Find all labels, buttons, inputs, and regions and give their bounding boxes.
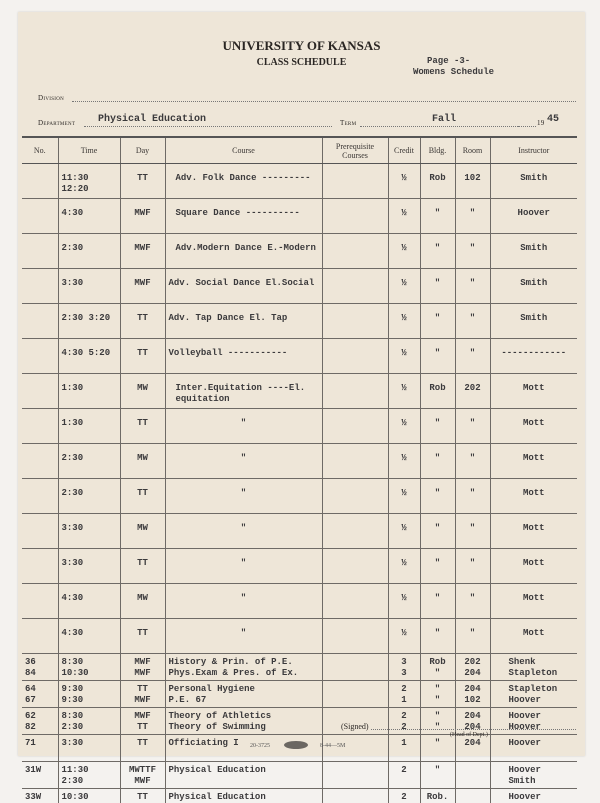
printer-logo bbox=[284, 741, 308, 749]
cell-day: TT MWF bbox=[120, 681, 165, 708]
cell-prereq bbox=[322, 269, 388, 304]
cell-bldg: " bbox=[420, 735, 455, 762]
cell-time: 2:30 bbox=[58, 479, 120, 514]
cell-credit: ½ bbox=[388, 479, 420, 514]
cell-day: TT bbox=[120, 479, 165, 514]
cell-bldg: " bbox=[420, 409, 455, 444]
cell-course: " bbox=[165, 409, 322, 444]
cell-room: 102 bbox=[455, 164, 490, 199]
cell-time: 3:30 bbox=[58, 269, 120, 304]
cell-day: MWF TT bbox=[120, 708, 165, 735]
cell-no bbox=[22, 199, 58, 234]
cell-no bbox=[22, 164, 58, 199]
cell-room: " bbox=[455, 304, 490, 339]
cell-credit: 3 3 bbox=[388, 654, 420, 681]
cell-prereq bbox=[322, 789, 388, 803]
cell-instructor: Smith bbox=[490, 269, 577, 304]
cell-day: TT bbox=[120, 164, 165, 199]
cell-time: 4:30 5:20 bbox=[58, 339, 120, 374]
cell-instructor: Mott bbox=[490, 514, 577, 549]
cell-course: Personal Hygiene P.E. 67 bbox=[165, 681, 322, 708]
cell-prereq bbox=[322, 762, 388, 789]
cell-credit: 2 bbox=[388, 762, 420, 789]
cell-room bbox=[455, 762, 490, 789]
cell-instructor: Mott bbox=[490, 584, 577, 619]
column-header-instructor: Instructor bbox=[490, 137, 577, 164]
cell-prereq bbox=[322, 199, 388, 234]
cell-room: 204 204 bbox=[455, 708, 490, 735]
cell-credit: ½ bbox=[388, 549, 420, 584]
table-header bbox=[22, 137, 577, 164]
column-header-no: No. bbox=[22, 137, 58, 164]
cell-prereq bbox=[322, 549, 388, 584]
cell-bldg: Rob " bbox=[420, 654, 455, 681]
cell-bldg: " bbox=[420, 199, 455, 234]
cell-no: 62 82 bbox=[22, 708, 58, 735]
cell-bldg: " bbox=[420, 444, 455, 479]
university-title: UNIVERSITY OF KANSAS bbox=[18, 38, 585, 54]
cell-course: Adv.Modern Dance E.-Modern bbox=[165, 234, 322, 269]
cell-time: 11:30 2:30 bbox=[58, 762, 120, 789]
cell-bldg: " bbox=[420, 479, 455, 514]
cell-day: MWTTF MWF bbox=[120, 762, 165, 789]
cell-instructor: Hoover bbox=[490, 789, 577, 803]
cell-time: 2:30 bbox=[58, 444, 120, 479]
department-label: Department bbox=[38, 119, 75, 127]
cell-course: Theory of Athletics Theory of Swimming bbox=[165, 708, 322, 735]
column-header-credit: Credit bbox=[388, 137, 420, 164]
cell-no: 64 67 bbox=[22, 681, 58, 708]
cell-bldg: " bbox=[420, 549, 455, 584]
cell-no bbox=[22, 514, 58, 549]
column-header-time: Time bbox=[58, 137, 120, 164]
cell-instructor: Mott bbox=[490, 479, 577, 514]
cell-instructor: Mott bbox=[490, 444, 577, 479]
cell-credit: ½ bbox=[388, 444, 420, 479]
table-row bbox=[22, 409, 577, 444]
print-code: 8-44—5M bbox=[320, 743, 345, 749]
cell-prereq bbox=[322, 479, 388, 514]
schedule-note: Womens Schedule bbox=[413, 67, 494, 78]
page-number: Page -3- bbox=[413, 56, 494, 67]
cell-course: Adv. Social Dance El.Social bbox=[165, 269, 322, 304]
schedule-page bbox=[18, 12, 585, 756]
cell-bldg: Rob bbox=[420, 164, 455, 199]
cell-day: TT bbox=[120, 549, 165, 584]
cell-instructor: Smith bbox=[490, 304, 577, 339]
cell-course: Inter.Equitation ----El. equitation bbox=[165, 374, 322, 409]
cell-room: " bbox=[455, 549, 490, 584]
cell-credit: 1 bbox=[388, 735, 420, 762]
cell-bldg: " bbox=[420, 619, 455, 654]
cell-room: " bbox=[455, 269, 490, 304]
table-row bbox=[22, 199, 577, 234]
cell-time: 9:30 9:30 bbox=[58, 681, 120, 708]
cell-day: MWF bbox=[120, 234, 165, 269]
cell-time: 8:30 2:30 bbox=[58, 708, 120, 735]
cell-room: 204 bbox=[455, 735, 490, 762]
form-title: CLASS SCHEDULE bbox=[18, 57, 585, 68]
cell-day: TT bbox=[120, 789, 165, 803]
cell-course: Volleyball ----------- bbox=[165, 339, 322, 374]
cell-course: History & Prin. of P.E. Phys.Exam & Pres. of Ex. bbox=[165, 654, 322, 681]
cell-time: 10:30 bbox=[58, 789, 120, 803]
cell-bldg: " bbox=[420, 269, 455, 304]
cell-no: 33W bbox=[22, 789, 58, 803]
cell-instructor: ------------ bbox=[490, 339, 577, 374]
table-row bbox=[22, 269, 577, 304]
table-row bbox=[22, 164, 577, 199]
cell-day: MWF bbox=[120, 269, 165, 304]
cell-prereq bbox=[322, 584, 388, 619]
cell-time: 4:30 bbox=[58, 619, 120, 654]
term-label: Term bbox=[340, 119, 356, 127]
cell-no bbox=[22, 304, 58, 339]
cell-bldg: " bbox=[420, 762, 455, 789]
cell-prereq bbox=[322, 654, 388, 681]
cell-day: TT bbox=[120, 409, 165, 444]
cell-prereq bbox=[322, 619, 388, 654]
cell-no: 31W bbox=[22, 762, 58, 789]
table-row bbox=[22, 789, 577, 803]
cell-instructor: Mott bbox=[490, 409, 577, 444]
cell-bldg: " bbox=[420, 584, 455, 619]
cell-prereq bbox=[322, 444, 388, 479]
cell-day: TT bbox=[120, 339, 165, 374]
cell-no bbox=[22, 234, 58, 269]
cell-room: " bbox=[455, 444, 490, 479]
cell-instructor: Mott bbox=[490, 374, 577, 409]
cell-no bbox=[22, 374, 58, 409]
cell-instructor: Mott bbox=[490, 619, 577, 654]
cell-instructor: Hoover Smith bbox=[490, 762, 577, 789]
cell-day: MW bbox=[120, 584, 165, 619]
cell-course: " bbox=[165, 619, 322, 654]
cell-time: 1:30 bbox=[58, 409, 120, 444]
year-value: 45 bbox=[547, 114, 559, 125]
cell-day: TT bbox=[120, 619, 165, 654]
cell-room: 202 bbox=[455, 374, 490, 409]
cell-room: " bbox=[455, 514, 490, 549]
cell-time: 1:30 bbox=[58, 374, 120, 409]
cell-no bbox=[22, 479, 58, 514]
cell-credit: 2 1 bbox=[388, 681, 420, 708]
page-note bbox=[413, 56, 494, 78]
cell-bldg: " bbox=[420, 514, 455, 549]
cell-prereq bbox=[322, 339, 388, 374]
cell-bldg: Rob. bbox=[420, 789, 455, 803]
cell-prereq bbox=[322, 304, 388, 339]
cell-day: TT bbox=[120, 304, 165, 339]
cell-credit: ½ bbox=[388, 164, 420, 199]
cell-prereq bbox=[322, 409, 388, 444]
year-prefix: 19 bbox=[537, 119, 545, 127]
cell-course: Physical Education bbox=[165, 762, 322, 789]
cell-credit: ½ bbox=[388, 514, 420, 549]
cell-course: Adv. Tap Dance El. Tap bbox=[165, 304, 322, 339]
table-row bbox=[22, 708, 577, 735]
column-header-bldg: Bldg. bbox=[420, 137, 455, 164]
cell-credit: ½ bbox=[388, 339, 420, 374]
form-number: 20-3725 bbox=[250, 743, 270, 749]
table-row bbox=[22, 479, 577, 514]
head-of-dept-label: (Head of Dept.) bbox=[450, 732, 488, 738]
cell-no: 36 84 bbox=[22, 654, 58, 681]
cell-course: " bbox=[165, 444, 322, 479]
cell-course: Officiating I bbox=[165, 735, 322, 762]
cell-instructor: Shenk Stapleton bbox=[490, 654, 577, 681]
cell-room: " bbox=[455, 199, 490, 234]
department-value: Physical Education bbox=[98, 114, 206, 125]
cell-bldg: " " bbox=[420, 681, 455, 708]
cell-time: 4:30 bbox=[58, 199, 120, 234]
cell-course: " bbox=[165, 479, 322, 514]
cell-room: 202 204 bbox=[455, 654, 490, 681]
cell-no bbox=[22, 339, 58, 374]
term-value: Fall bbox=[432, 114, 456, 125]
cell-instructor: Hoover Hoover bbox=[490, 708, 577, 735]
cell-credit: ½ bbox=[388, 619, 420, 654]
cell-prereq bbox=[322, 374, 388, 409]
cell-no: 71 bbox=[22, 735, 58, 762]
cell-day: TT bbox=[120, 735, 165, 762]
table-row bbox=[22, 234, 577, 269]
cell-credit: ½ bbox=[388, 199, 420, 234]
cell-credit: ½ bbox=[388, 304, 420, 339]
cell-day: MWF bbox=[120, 199, 165, 234]
cell-course: Adv. Folk Dance --------- bbox=[165, 164, 322, 199]
cell-credit: ½ bbox=[388, 584, 420, 619]
cell-time: 3:30 bbox=[58, 735, 120, 762]
department-field bbox=[84, 126, 332, 127]
table-row bbox=[22, 549, 577, 584]
cell-instructor: Hoover bbox=[490, 735, 577, 762]
schedule-table bbox=[22, 136, 577, 803]
cell-time: 3:30 bbox=[58, 514, 120, 549]
table-row bbox=[22, 681, 577, 708]
cell-credit: ½ bbox=[388, 269, 420, 304]
table-row bbox=[22, 762, 577, 789]
column-header-prereq: Prerequisite Courses bbox=[322, 137, 388, 164]
cell-credit: 2 2 bbox=[388, 708, 420, 735]
cell-bldg: " bbox=[420, 339, 455, 374]
signed-label: (Signed) bbox=[341, 722, 369, 731]
cell-room: " bbox=[455, 339, 490, 374]
cell-instructor: Stapleton Hoover bbox=[490, 681, 577, 708]
cell-instructor: Mott bbox=[490, 549, 577, 584]
term-field bbox=[360, 126, 520, 127]
cell-room: " bbox=[455, 479, 490, 514]
cell-day: MWF MWF bbox=[120, 654, 165, 681]
cell-time: 8:30 10:30 bbox=[58, 654, 120, 681]
division-label: Division bbox=[38, 94, 64, 102]
table-row bbox=[22, 304, 577, 339]
column-header-room: Room bbox=[455, 137, 490, 164]
cell-course: Physical Education bbox=[165, 789, 322, 803]
year-field bbox=[518, 126, 536, 127]
cell-instructor: Hoover bbox=[490, 199, 577, 234]
cell-room: " bbox=[455, 584, 490, 619]
cell-credit: ½ bbox=[388, 409, 420, 444]
table-row bbox=[22, 584, 577, 619]
cell-no bbox=[22, 619, 58, 654]
cell-room: 204 102 bbox=[455, 681, 490, 708]
table-row bbox=[22, 444, 577, 479]
cell-credit: 2 bbox=[388, 789, 420, 803]
column-header-course: Course bbox=[165, 137, 322, 164]
table-row bbox=[22, 374, 577, 409]
cell-bldg: " " bbox=[420, 708, 455, 735]
cell-prereq bbox=[322, 164, 388, 199]
cell-course: " bbox=[165, 514, 322, 549]
cell-course: " bbox=[165, 549, 322, 584]
cell-time: 2:30 3:20 bbox=[58, 304, 120, 339]
cell-time: 4:30 bbox=[58, 584, 120, 619]
table-row bbox=[22, 514, 577, 549]
cell-day: MW bbox=[120, 444, 165, 479]
signature-line bbox=[371, 729, 576, 730]
table-row bbox=[22, 339, 577, 374]
cell-room: " bbox=[455, 234, 490, 269]
cell-prereq bbox=[322, 234, 388, 269]
cell-bldg: " bbox=[420, 234, 455, 269]
cell-course: " bbox=[165, 584, 322, 619]
cell-instructor: Smith bbox=[490, 164, 577, 199]
cell-room: " bbox=[455, 619, 490, 654]
cell-no bbox=[22, 269, 58, 304]
table-row bbox=[22, 654, 577, 681]
cell-room bbox=[455, 789, 490, 803]
cell-no bbox=[22, 409, 58, 444]
cell-prereq bbox=[322, 514, 388, 549]
cell-credit: ½ bbox=[388, 374, 420, 409]
cell-day: MW bbox=[120, 514, 165, 549]
table-row bbox=[22, 619, 577, 654]
cell-time: 3:30 bbox=[58, 549, 120, 584]
cell-time: 11:30 12:20 bbox=[58, 164, 120, 199]
cell-room: " bbox=[455, 409, 490, 444]
cell-prereq bbox=[322, 681, 388, 708]
cell-no bbox=[22, 549, 58, 584]
cell-time: 2:30 bbox=[58, 234, 120, 269]
cell-no bbox=[22, 584, 58, 619]
cell-instructor: Smith bbox=[490, 234, 577, 269]
cell-bldg: Rob bbox=[420, 374, 455, 409]
cell-no bbox=[22, 444, 58, 479]
division-field bbox=[72, 101, 576, 102]
cell-credit: ½ bbox=[388, 234, 420, 269]
column-header-day: Day bbox=[120, 137, 165, 164]
cell-bldg: " bbox=[420, 304, 455, 339]
cell-course: Square Dance ---------- bbox=[165, 199, 322, 234]
cell-day: MW bbox=[120, 374, 165, 409]
